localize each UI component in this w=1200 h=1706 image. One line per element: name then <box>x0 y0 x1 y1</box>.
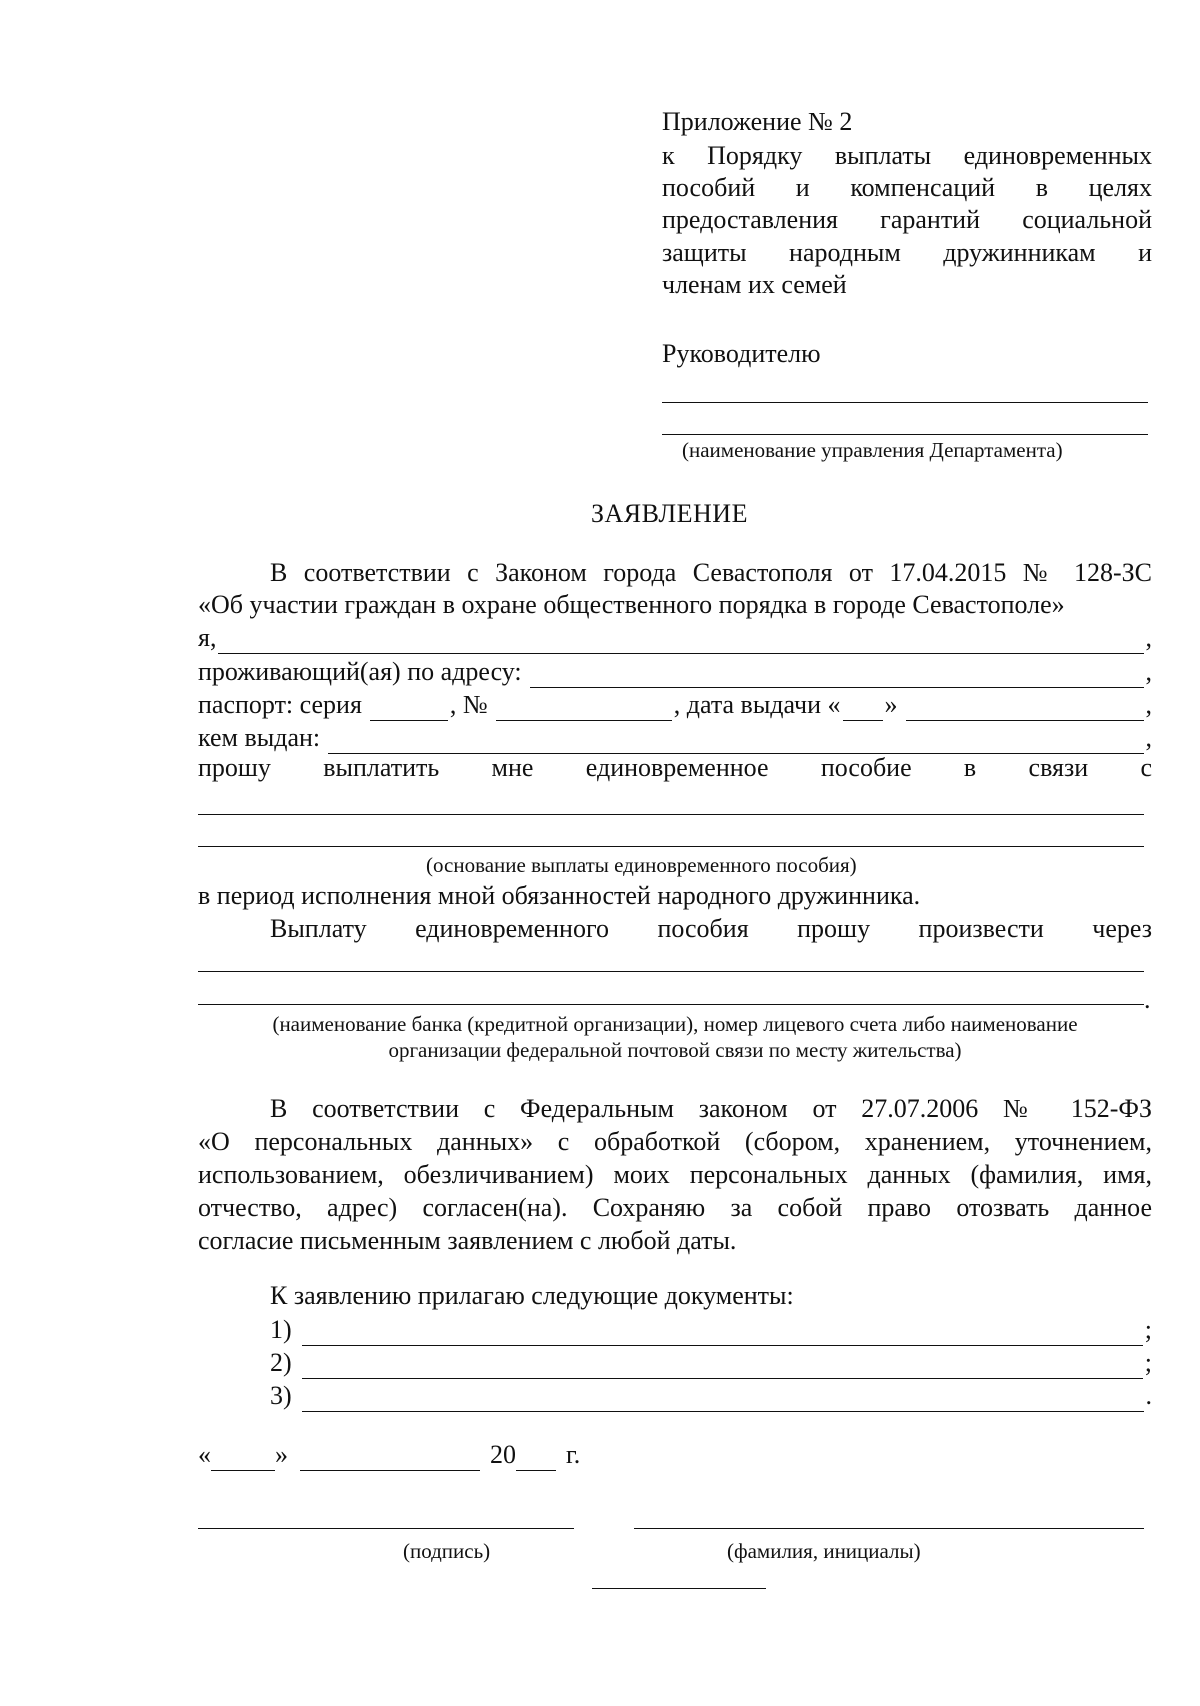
basis-line[interactable] <box>198 814 1144 815</box>
issue-date-close: » <box>884 690 898 719</box>
intro-line: В соответствии с Законом города Севастополя от 17.04.2015 № 128-ЗС <box>270 558 1152 587</box>
attachment-end: ; <box>1144 1315 1152 1344</box>
issued-by-label: кем выдан: <box>198 723 321 752</box>
address-field[interactable] <box>530 661 1144 688</box>
bank-line[interactable] <box>198 971 1144 972</box>
attachments-heading: К заявлению прилагаю следующие документы: <box>270 1281 794 1310</box>
date-open-quote: « <box>198 1440 211 1469</box>
period-mark: . <box>1144 985 1151 1014</box>
issued-by-row <box>198 722 1152 754</box>
appendix-line: защиты народным дружинникам и <box>662 238 1152 267</box>
issue-month-year-field[interactable] <box>906 694 1144 721</box>
payment-text: Выплату единовременного пособия прошу произвести через <box>270 914 1152 943</box>
passport-number-field[interactable] <box>496 694 672 721</box>
date-year-suffix: г. <box>566 1440 581 1469</box>
appendix-title: Приложение № 2 <box>662 107 853 136</box>
attachment-field[interactable] <box>302 1352 1143 1379</box>
date-year-field[interactable] <box>516 1444 556 1471</box>
basis-line[interactable] <box>198 846 1144 847</box>
issue-day-field[interactable] <box>843 694 883 721</box>
appendix-line: к Порядку выплаты единовременных <box>662 141 1152 170</box>
passport-row <box>198 689 1152 721</box>
addressee-line[interactable] <box>662 434 1148 435</box>
bank-caption: (наименование банка (кредитной организации), номер лицевого счета либо наименование <box>272 1012 1078 1036</box>
attachment-item <box>270 1314 1152 1346</box>
date-close-quote: » <box>275 1440 288 1469</box>
bank-caption: организации федеральной почтовой связи по месту жительства) <box>388 1038 962 1062</box>
comma: , <box>1145 723 1152 752</box>
name-caption: (фамилия, инициалы) <box>727 1539 921 1563</box>
addressee-label: Руководителю <box>662 339 821 368</box>
attachment-number: 2) <box>270 1348 292 1377</box>
closing-rule <box>592 1588 766 1589</box>
basis-caption: (основание выплаты единовременного пособия) <box>426 853 857 877</box>
appendix-line: членам их семей <box>662 270 847 299</box>
address-label: проживающий(ая) по адресу: <box>198 657 522 686</box>
date-day-field[interactable] <box>211 1444 275 1471</box>
attachment-number: 1) <box>270 1315 292 1344</box>
consent-line: отчество, адрес) согласен(на). Сохраняю за собой право отозвать данное <box>198 1193 1152 1222</box>
signature-caption: (подпись) <box>403 1539 491 1563</box>
attachment-number: 3) <box>270 1381 292 1410</box>
attachment-field[interactable] <box>302 1385 1144 1412</box>
addressee-line[interactable] <box>662 402 1148 403</box>
name-line[interactable] <box>634 1528 1144 1529</box>
attachment-item <box>270 1347 1152 1379</box>
appendix-line: пособий и компенсаций в целях <box>662 173 1152 202</box>
page-title: ЗАЯВЛЕНИЕ <box>591 499 748 528</box>
request-text: прошу выплатить мне единовременное пособие в связи с <box>198 753 1152 782</box>
attachment-end: . <box>1145 1381 1152 1410</box>
passport-series-label: паспорт: серия <box>198 690 362 719</box>
consent-line: В соответствии с Федеральным законом от 27.07.2006 № 152-ФЗ <box>270 1094 1152 1123</box>
date-row <box>198 1439 580 1471</box>
attachment-item <box>270 1380 1152 1412</box>
comma: , <box>1145 623 1152 652</box>
passport-series-field[interactable] <box>370 694 448 721</box>
consent-line: «О персональных данных» с обработкой (сбором, хранением, уточнением, <box>198 1127 1152 1156</box>
attachment-field[interactable] <box>302 1319 1143 1346</box>
date-month-field[interactable] <box>300 1444 480 1471</box>
comma: , <box>1145 690 1152 719</box>
consent-line: согласие письменным заявлением с любой даты. <box>198 1226 737 1255</box>
consent-line: использованием, обезличиванием) моих персональных данных (фамилия, имя, <box>198 1160 1152 1189</box>
bank-line[interactable] <box>198 1004 1144 1005</box>
passport-number-label: , № <box>449 690 488 719</box>
intro-line: «Об участии граждан в охране общественного порядка в городе Севастополе» <box>198 590 1065 619</box>
issued-by-field[interactable] <box>328 727 1143 754</box>
date-century: 20 <box>490 1440 516 1469</box>
issue-date-label: , дата выдачи « <box>673 690 841 719</box>
name-row <box>198 622 1152 654</box>
attachment-end: ; <box>1144 1348 1152 1377</box>
full-name-field[interactable] <box>218 627 1143 654</box>
address-row <box>198 656 1152 688</box>
addressee-caption: (наименование управления Департамента) <box>682 438 1063 462</box>
signature-line[interactable] <box>198 1528 574 1529</box>
appendix-line: предоставления гарантий социальной <box>662 205 1152 234</box>
ya-label: я, <box>198 623 217 652</box>
period-text: в период исполнения мной обязанностей народного дружинника. <box>198 881 921 910</box>
comma: , <box>1145 657 1152 686</box>
